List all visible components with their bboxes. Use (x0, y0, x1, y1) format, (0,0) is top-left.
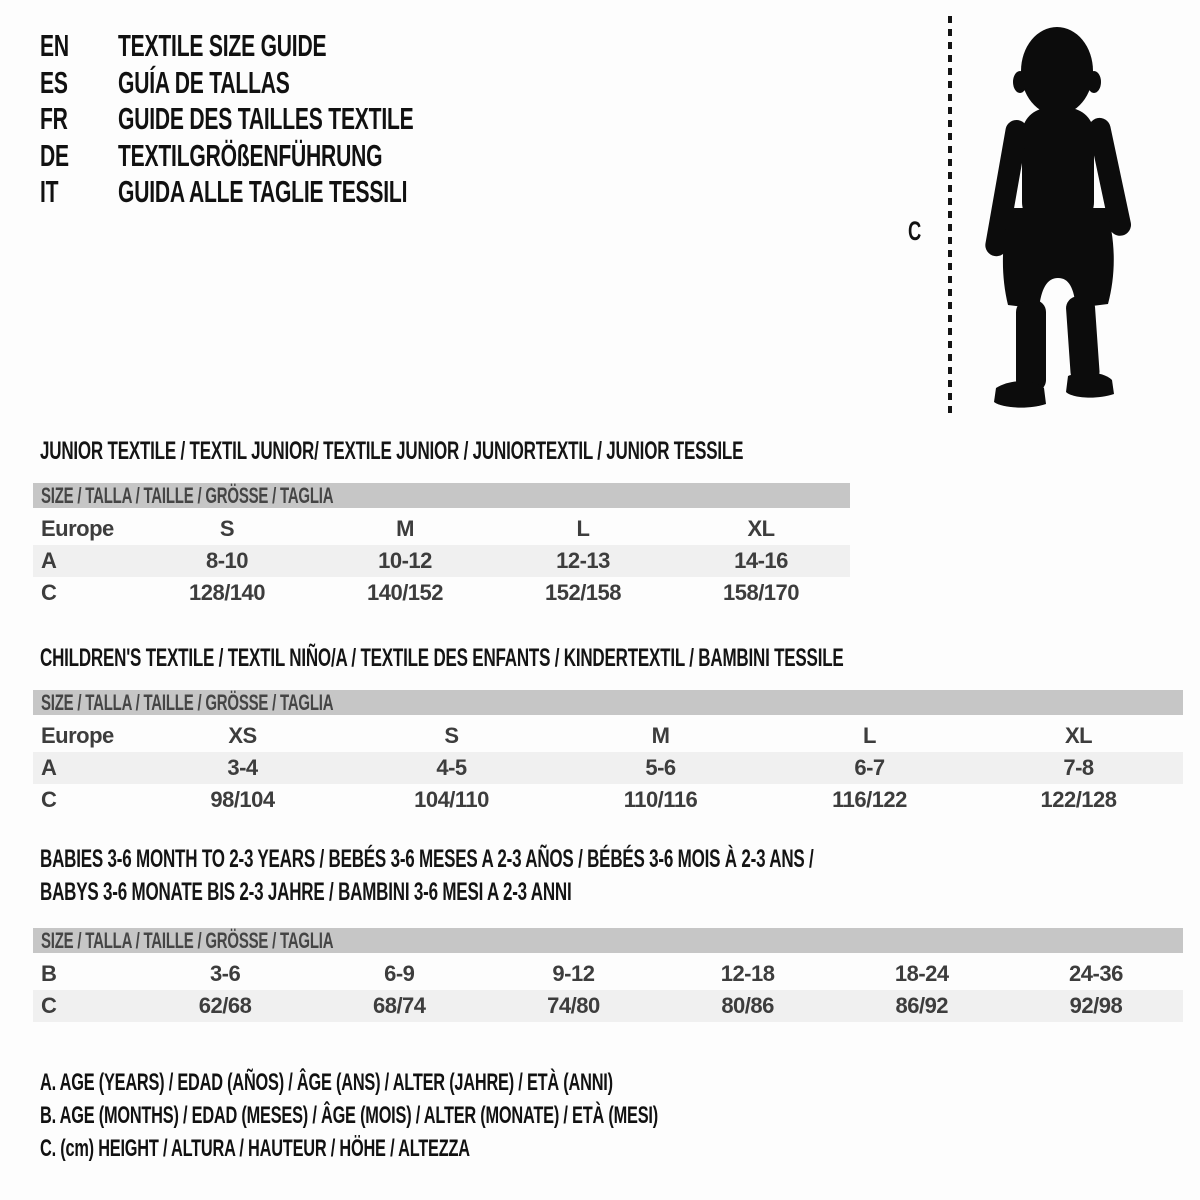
size-cell: XS (228, 723, 257, 748)
babies-section-title (40, 843, 1178, 909)
size-header-band: SIZE / TALLA / TAILLE / GRÖSSE / TAGLIA (41, 927, 334, 953)
junior-size-table (33, 483, 850, 609)
size-cell: M (651, 723, 670, 748)
size-cell: S (219, 516, 235, 541)
size-cell: 24-36 (1069, 961, 1123, 986)
table-row-height (33, 990, 1183, 1022)
size-cell: 140/152 (366, 580, 444, 605)
table-row-age (33, 545, 850, 577)
lang-code: FR (40, 101, 68, 137)
row-label: Europe (41, 516, 114, 541)
row-label: Europe (41, 723, 114, 748)
lang-label: TEXTILGRÖßENFÜHRUNG (118, 137, 383, 173)
size-cell: 98/104 (210, 787, 275, 812)
lang-code: EN (40, 28, 69, 64)
table-row-europe (33, 513, 850, 545)
size-cell: 4-5 (436, 755, 467, 780)
size-cell: 14-16 (734, 548, 788, 573)
size-cell: 68/74 (372, 993, 426, 1018)
size-cell: 12-18 (720, 961, 775, 986)
row-label: A (41, 548, 57, 573)
size-cell: 110/116 (623, 787, 698, 812)
size-cell: 3-4 (227, 755, 258, 780)
table-row-height (33, 577, 850, 609)
toddler-silhouette-icon (972, 16, 1142, 416)
babies-title-line2: BABYS 3-6 MONATE BIS 2-3 JAHRE / BAMBINI 3-6 MESI A 2-3 ANNI (40, 878, 572, 906)
lang-row-fr (40, 101, 553, 138)
size-cell: 158/170 (722, 580, 800, 605)
size-cell: 9-12 (552, 961, 595, 986)
size-cell: 80/86 (721, 993, 774, 1018)
measurement-legend (40, 1066, 949, 1165)
lang-row-de (40, 138, 553, 175)
size-cell: 104/110 (414, 787, 489, 812)
size-header-band: SIZE / TALLA / TAILLE / GRÖSSE / TAGLIA (41, 482, 334, 508)
size-cell: 86/92 (895, 993, 949, 1018)
lang-label: TEXTILE SIZE GUIDE (118, 28, 327, 64)
babies-size-table (33, 928, 1183, 1022)
size-header-band: SIZE / TALLA / TAILLE / GRÖSSE / TAGLIA (41, 689, 334, 715)
size-cell: 92/98 (1069, 993, 1123, 1018)
row-label: C (41, 993, 57, 1018)
size-cell: 62/68 (198, 993, 252, 1018)
size-cell: 152/158 (544, 580, 622, 605)
size-cell: L (576, 516, 590, 541)
height-measure-label: C (908, 216, 922, 246)
row-label: A (41, 755, 57, 780)
legend-line-c: C. (cm) HEIGHT / ALTURA / HAUTEUR / HÖHE / ALTEZZA (40, 1134, 470, 1162)
size-cell: 3-6 (209, 961, 241, 986)
legend-line-b: B. AGE (MONTHS) / EDAD (MESES) / ÂGE (MOIS) / ALTER (MONATE) / ETÀ (MESI) (40, 1101, 658, 1129)
table-row-age-months (33, 958, 1183, 990)
size-cell: XL (1064, 723, 1093, 748)
lang-label: GUIDA ALLE TAGLIE TESSILI (118, 174, 408, 210)
size-cell: 10-12 (378, 548, 432, 573)
junior-section-title: JUNIOR TEXTILE / TEXTIL JUNIOR/ TEXTILE JUNIOR / JUNIORTEXTIL / JUNIOR TESSILE (40, 437, 744, 465)
lang-row-it (40, 174, 553, 211)
size-cell: L (863, 723, 876, 748)
legend-line-a: A. AGE (YEARS) / EDAD (AÑOS) / ÂGE (ANS) / ALTER (JAHRE) / ETÀ (ANNI) (40, 1068, 613, 1096)
row-label: B (41, 961, 57, 986)
size-cell: S (444, 723, 459, 748)
size-cell: 116/122 (832, 787, 907, 812)
lang-label: GUIDE DES TAILLES TEXTILE (118, 101, 414, 137)
lang-code: IT (40, 174, 59, 210)
lang-code: DE (40, 137, 69, 173)
lang-label: GUÍA DE TALLAS (118, 64, 290, 100)
language-header (40, 28, 553, 211)
lang-row-en (40, 28, 553, 65)
babies-title-line1: BABIES 3-6 MONTH TO 2-3 YEARS / BEBÉS 3-6 MESES A 2-3 AÑOS / BÉBÉS 3-6 MOIS À 2-3 ANS / (40, 845, 814, 873)
size-cell: 5-6 (645, 755, 676, 780)
size-cell: 12-13 (556, 548, 610, 573)
lang-row-es (40, 65, 553, 102)
size-cell: 8-10 (205, 548, 249, 573)
size-cell: 128/140 (188, 580, 266, 605)
size-cell: XL (747, 516, 775, 541)
row-label: C (41, 787, 57, 812)
table-row-age (33, 752, 1183, 784)
row-label: C (41, 580, 57, 605)
size-cell: 6-9 (384, 961, 415, 986)
table-row-height (33, 784, 1183, 816)
size-cell: 6-7 (854, 755, 885, 780)
table-row-europe (33, 720, 1183, 752)
size-cell: 7-8 (1063, 755, 1094, 780)
size-cell: 122/128 (1040, 787, 1117, 812)
height-dashed-line (948, 16, 952, 416)
lang-code: ES (40, 64, 68, 100)
size-cell: 74/80 (547, 993, 600, 1018)
children-section-title: CHILDREN'S TEXTILE / TEXTIL NIÑO/A / TEXTILE DES ENFANTS / KINDERTEXTIL / BAMBINI TESSILE (40, 644, 844, 672)
children-size-table (33, 690, 1183, 816)
size-cell: M (396, 516, 414, 541)
size-cell: 18-24 (894, 961, 949, 986)
